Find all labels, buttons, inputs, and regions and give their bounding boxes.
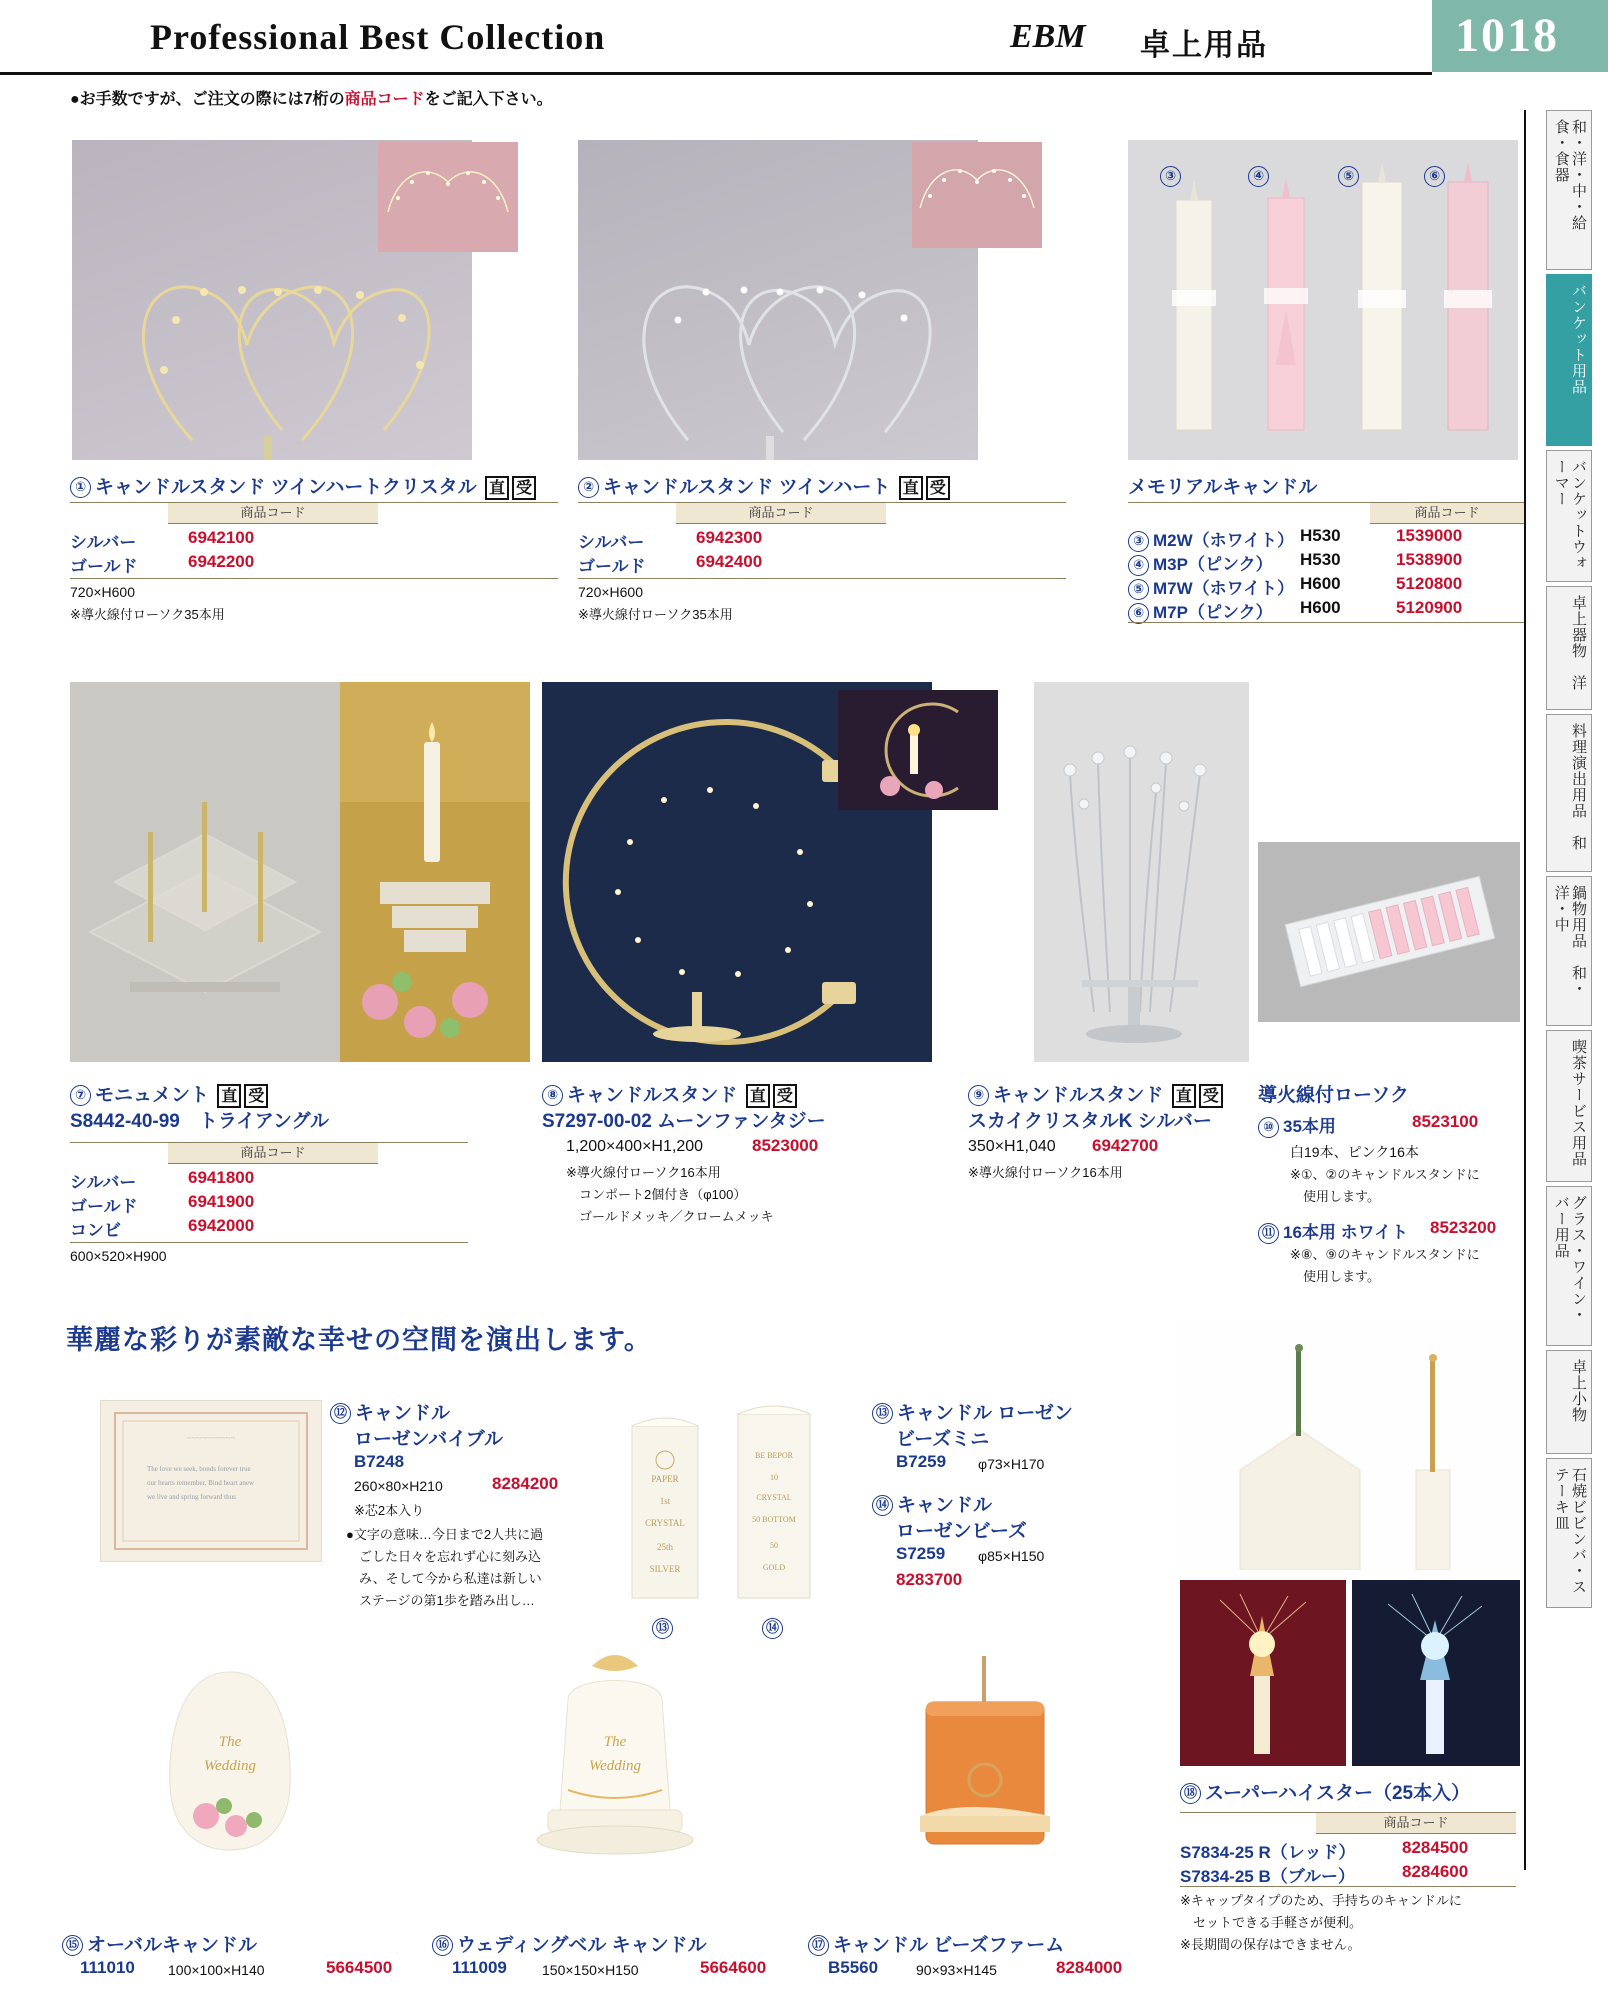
item2-note: ※導火線付ローソク35本用 [578, 607, 733, 622]
memorial-row-2-size: H600 [1300, 574, 1341, 593]
category-label: 卓上用品 [1140, 29, 1268, 62]
item18-note-2: ※長期間の保存はできません。 [1180, 1937, 1361, 1952]
item2-row-1-name: ゴールド [578, 557, 646, 576]
item15-code: 5664500 [326, 1958, 393, 1977]
page-title: Professional Best Collection [150, 17, 606, 57]
memorial-row-1-code: 1538900 [1396, 550, 1463, 569]
item15-model: 111010 [80, 1958, 135, 1977]
item15-number: ⑮ [62, 1935, 83, 1956]
item1-row-1-name: ゴールド [70, 557, 138, 576]
photo-item18-right [1352, 1580, 1520, 1766]
item12-number: ⑫ [330, 1403, 351, 1424]
item1-row-1-code: 6942200 [188, 552, 255, 571]
item16-number: ⑯ [432, 1935, 453, 1956]
item7-row-2-name: コンビ [70, 1221, 121, 1240]
photo-caption-14: ⑭ [762, 1618, 787, 1639]
item1-number: ① [70, 477, 91, 498]
item9-subtitle: スカイクリスタルK シルバー [968, 1111, 1212, 1132]
svg-text:BE BEPOR: BE BEPOR [754, 1451, 794, 1460]
memorial-row-0-no: ③ [1128, 531, 1149, 552]
item13-number: ⑬ [872, 1403, 893, 1424]
item16-title: ウェディングベル キャンドル [457, 1935, 707, 1956]
svg-text:CRYSTAL: CRYSTAL [756, 1493, 792, 1502]
svg-text:~~~~~~~~~~: ~~~~~~~~~~ [186, 1433, 236, 1443]
item2-size: 720×H600 [578, 584, 644, 600]
item10-note-0: ※①、②のキャンドルスタンドに [1290, 1167, 1480, 1182]
page-header [0, 0, 1608, 72]
photo-item18-left [1180, 1580, 1346, 1766]
item13-title-a: キャンドル ローゼン [897, 1403, 1073, 1424]
item15-size: 100×100×H140 [168, 1962, 265, 1978]
memorial-row-3-name: M7P（ピンク） [1153, 603, 1273, 622]
side-tab-4[interactable]: 料理演出用品 和 [1546, 714, 1592, 872]
side-tab-1[interactable]: バンケット用品 [1546, 274, 1592, 446]
item7-code-header: 商品コード [168, 1142, 378, 1164]
svg-text:1st: 1st [659, 1496, 671, 1506]
svg-text:Wedding: Wedding [204, 1758, 256, 1774]
item12-desc-3: ステージの第1歩を踏み出し… [346, 1593, 535, 1608]
item18-note-0: ※キャップタイプのため、手持ちのキャンドルに [1180, 1893, 1462, 1908]
photo-item8-detail [838, 690, 998, 810]
item14-code: 8283700 [896, 1570, 963, 1589]
svg-text:The love we seek, bonds foreve: The love we seek, bonds forever true [147, 1465, 251, 1473]
memorial-row-2-code: 5120800 [1396, 574, 1463, 593]
svg-text:SILVER: SILVER [649, 1564, 681, 1574]
side-tab-3[interactable]: 卓上器物 洋 [1546, 586, 1592, 710]
item10-row [1258, 1112, 1336, 1138]
item1-title-line [70, 472, 536, 500]
side-tab-9[interactable]: 石焼ビビンバ・ステーキ皿 [1546, 1458, 1592, 1608]
svg-text:25th: 25th [656, 1542, 674, 1552]
photo-item18-top [1180, 1320, 1520, 1570]
item9-badge-direct: 直 [1172, 1084, 1196, 1108]
memorial-row-1-name: M3P（ピンク） [1153, 555, 1273, 574]
photo-item7-detail [340, 682, 530, 1062]
item2-row-0-code: 6942300 [696, 528, 763, 547]
item8-note-0: ※導火線付ローソク16本用 [566, 1165, 721, 1180]
svg-text:we live and spring forward thu: we live and spring forward thus [147, 1493, 236, 1501]
side-tab-nav [1530, 110, 1608, 1612]
item1-size: 720×H600 [70, 584, 136, 600]
item11-note-0: ※⑧、⑨のキャンドルスタンドに [1290, 1247, 1480, 1262]
photo-caption-13: ⑬ [652, 1618, 677, 1639]
item7-row-2-code: 6942000 [188, 1216, 255, 1235]
item11-number: ⑪ [1258, 1223, 1279, 1244]
item10-name: 35本用 [1283, 1117, 1336, 1136]
svg-text:Wedding: Wedding [589, 1758, 641, 1774]
item7-badge-order: 受 [244, 1084, 268, 1108]
item9-title-line [968, 1080, 1223, 1108]
item18-title-line [1180, 1778, 1470, 1805]
item17-model: B5560 [828, 1958, 879, 1977]
svg-text:10: 10 [770, 1473, 778, 1482]
item14-size: φ85×H150 [978, 1548, 1045, 1564]
item17-code: 8284000 [1056, 1958, 1123, 1977]
item1-code-header: 商品コード [168, 502, 378, 524]
item11-name: 16本用 ホワイト [1283, 1223, 1409, 1242]
item18-row-1-name: S7834-25 B（ブルー） [1180, 1867, 1356, 1886]
item16-code: 5664600 [700, 1958, 767, 1977]
side-tab-divider [1524, 110, 1526, 1870]
item2-title: キャンドルスタンド ツインハート [603, 477, 891, 498]
svg-text:The: The [603, 1734, 627, 1750]
item12-model: B7248 [354, 1452, 405, 1471]
svg-text:PAPER: PAPER [651, 1474, 679, 1484]
item10-sub: 白19本、ピンク16本 [1290, 1144, 1419, 1160]
item8-title-line [542, 1080, 797, 1108]
item16-title-line [432, 1930, 707, 1957]
item12-desc-1: ごした日々を忘れず心に刻み込 [346, 1549, 542, 1564]
order-notice [70, 86, 553, 109]
side-tab-2[interactable]: バンケットウォーマー [1546, 450, 1592, 582]
side-tab-5[interactable]: 鍋物用品 和・洋・中 [1546, 876, 1592, 1026]
item8-note-1: コンポート2個付き（φ100） [566, 1187, 747, 1202]
item13-title-line1 [872, 1398, 1073, 1425]
photo-memorial-candles [1128, 140, 1518, 460]
item9-badge-order: 受 [1199, 1084, 1223, 1108]
photo-item14 [724, 1388, 824, 1610]
item2-badge-direct: 直 [899, 476, 923, 500]
memorial-title: メモリアルキャンドル [1128, 477, 1318, 498]
memorial-row-2-name: M7W（ホワイト） [1153, 579, 1295, 598]
item18-title: スーパーハイスター（25本入） [1205, 1783, 1471, 1804]
svg-text:GOLD: GOLD [762, 1563, 786, 1572]
photo-label-6: ⑥ [1424, 166, 1449, 187]
item16-model: 111009 [452, 1958, 507, 1977]
item18-code-header: 商品コード [1316, 1812, 1516, 1834]
item11-code: 8523200 [1430, 1218, 1497, 1237]
item7-title-line [70, 1080, 268, 1108]
item1-note: ※導火線付ローソク35本用 [70, 607, 225, 622]
item12-desc-2: み、そして今から私達は新しい [346, 1571, 542, 1586]
photo-item1-detail [378, 142, 518, 252]
memorial-row-1-no: ④ [1128, 555, 1149, 576]
order-notice-post: をご記入下さい。 [424, 91, 553, 108]
memorial-row-2-no: ⑤ [1128, 579, 1149, 600]
memorial-code-header: 商品コード [1370, 502, 1524, 524]
item7-subtitle: S8442-40-99 トライアングル [70, 1111, 330, 1132]
item11-note-1: 使用します。 [1290, 1269, 1380, 1284]
item1-badge-order: 受 [512, 476, 536, 500]
item15-title-line [62, 1930, 257, 1957]
svg-text:50 BOTTOM: 50 BOTTOM [752, 1515, 796, 1524]
photo-label-4: ④ [1248, 166, 1273, 187]
svg-text:The: The [218, 1734, 242, 1750]
item8-code: 8523000 [752, 1136, 819, 1155]
memorial-row-0-code: 1539000 [1396, 526, 1463, 545]
item8-badge-order: 受 [773, 1084, 797, 1108]
item13-model: B7259 [896, 1452, 947, 1471]
item7-row-1-name: ゴールド [70, 1197, 138, 1216]
item14-number: ⑭ [872, 1495, 893, 1516]
order-notice-pre: ●お手数ですが、ご注文の際には7桁の [70, 91, 345, 108]
svg-text:our hearts remember, Bind hear: our hearts remember, Bind heart anew [147, 1479, 255, 1487]
item13-size: φ73×H170 [978, 1456, 1045, 1472]
item9-note: ※導火線付ローソク16本用 [968, 1165, 1123, 1180]
item7-row-0-name: シルバー [70, 1173, 137, 1192]
item9-number: ⑨ [968, 1085, 989, 1106]
memorial-row-0-name: M2W（ホワイト） [1153, 531, 1295, 550]
item14-model: S7259 [896, 1544, 946, 1563]
memorial-row-3-size: H600 [1300, 598, 1341, 617]
memorial-row-0-size: H530 [1300, 526, 1341, 545]
photo-item9 [1034, 682, 1249, 1062]
item1-badge-direct: 直 [485, 476, 509, 500]
item7-row-0-code: 6941800 [188, 1168, 255, 1187]
photo-label-5: ⑤ [1338, 166, 1363, 187]
item8-badge-direct: 直 [746, 1084, 770, 1108]
item1-row-0-code: 6942100 [188, 528, 255, 547]
item8-title: キャンドルスタンド [567, 1085, 738, 1106]
item18-note-1: セットできる手軽さが便利。 [1180, 1915, 1363, 1930]
photo-label-3: ③ [1160, 166, 1185, 187]
item10-title: 導火線付ローソク [1258, 1085, 1410, 1106]
photo-item7 [70, 682, 340, 1062]
item14-title-line1 [872, 1490, 992, 1517]
side-tab-7[interactable]: グラス・ワイン・バー用品 [1546, 1186, 1592, 1346]
item17-title: キャンドル ビーズファーム [833, 1935, 1065, 1956]
item2-code-header: 商品コード [676, 502, 886, 524]
section-headline: 華麗な彩りが素敵な幸せの空間を演出します。 [66, 1325, 652, 1355]
item10-code: 8523100 [1412, 1112, 1479, 1131]
item1-title: キャンドルスタンド ツインハートクリスタル [95, 477, 477, 498]
item15-title: オーバルキャンドル [87, 1935, 258, 1956]
photo-item13 [618, 1400, 712, 1610]
memorial-row-3-code: 5120900 [1396, 598, 1463, 617]
svg-text:CRYSTAL: CRYSTAL [645, 1518, 685, 1528]
photo-item16 [500, 1640, 730, 1868]
item7-size: 600×520×H900 [70, 1248, 167, 1264]
side-tab-0[interactable]: 和・洋・中・給食・食器 [1546, 110, 1592, 270]
memorial-row-3 [1128, 598, 1273, 624]
item1-row-0-name: シルバー [70, 533, 137, 552]
item2-title-line [578, 472, 950, 500]
item10-number: ⑩ [1258, 1117, 1279, 1138]
memorial-row-1-size: H530 [1300, 550, 1341, 569]
memorial-row-3-no: ⑥ [1128, 603, 1149, 624]
item18-row-0-name: S7834-25 R（レッド） [1180, 1843, 1356, 1862]
item9-title: キャンドルスタンド [993, 1085, 1164, 1106]
item8-size: 1,200×400×H1,200 [566, 1138, 704, 1155]
brand-logo: EBM [1010, 18, 1086, 55]
photo-item12 [100, 1400, 322, 1562]
item11-row [1258, 1218, 1408, 1244]
page-number: 1018 [1455, 9, 1559, 62]
item16-size: 150×150×H150 [542, 1962, 639, 1978]
item18-number: ⑱ [1180, 1783, 1201, 1804]
item17-number: ⑰ [808, 1935, 829, 1956]
photo-item2-detail [912, 142, 1042, 248]
item12-note: ※芯2本入り [354, 1503, 425, 1518]
item9-size: 350×H1,040 [968, 1138, 1056, 1155]
item10-note-1: 使用します。 [1290, 1189, 1380, 1204]
item8-subtitle: S7297-00-02 ムーンファンタジー [542, 1111, 826, 1132]
memorial-row-0 [1128, 526, 1294, 552]
item7-badge-direct: 直 [217, 1084, 241, 1108]
item2-row-1-code: 6942400 [696, 552, 763, 571]
item9-code: 6942700 [1092, 1136, 1159, 1155]
memorial-row-1 [1128, 550, 1273, 576]
item2-badge-order: 受 [926, 476, 950, 500]
memorial-row-2 [1128, 574, 1294, 600]
item8-number: ⑧ [542, 1085, 563, 1106]
photo-item17 [890, 1640, 1080, 1868]
item12-desc-0: ●文字の意味…今日まで2人共に過 [346, 1527, 544, 1542]
item12-code: 8284200 [492, 1474, 559, 1493]
item14-title-line2: ローゼンビーズ [896, 1521, 1027, 1542]
item18-row-0-code: 8284500 [1402, 1838, 1469, 1857]
item2-number: ② [578, 477, 599, 498]
photo-item10 [1258, 842, 1520, 1022]
item18-row-1-code: 8284600 [1402, 1862, 1469, 1881]
item13-title-line2: ビーズミニ [896, 1429, 990, 1450]
item17-size: 90×93×H145 [916, 1962, 997, 1978]
item8-note-2: ゴールドメッキ／クロームメッキ [566, 1209, 774, 1224]
item12-title-a: キャンドル [355, 1403, 451, 1424]
item17-title-line [808, 1930, 1064, 1957]
item12-size: 260×80×H210 [354, 1478, 443, 1494]
item14-title-a: キャンドル [897, 1495, 993, 1516]
order-notice-highlight: 商品コード [344, 91, 425, 108]
header-divider [0, 72, 1432, 75]
item7-number: ⑦ [70, 1085, 91, 1106]
item12-title-line2: ローゼンバイブル [354, 1429, 503, 1450]
item2-row-0-name: シルバー [578, 533, 645, 552]
svg-text:50: 50 [770, 1541, 778, 1550]
item12-title-line1 [330, 1398, 450, 1425]
side-tab-6[interactable]: 喫茶サービス用品 [1546, 1030, 1592, 1182]
photo-item15 [140, 1660, 320, 1860]
item7-title: モニュメント [95, 1085, 210, 1106]
item7-row-1-code: 6941900 [188, 1192, 255, 1211]
side-tab-8[interactable]: 卓上小物 [1546, 1350, 1592, 1454]
